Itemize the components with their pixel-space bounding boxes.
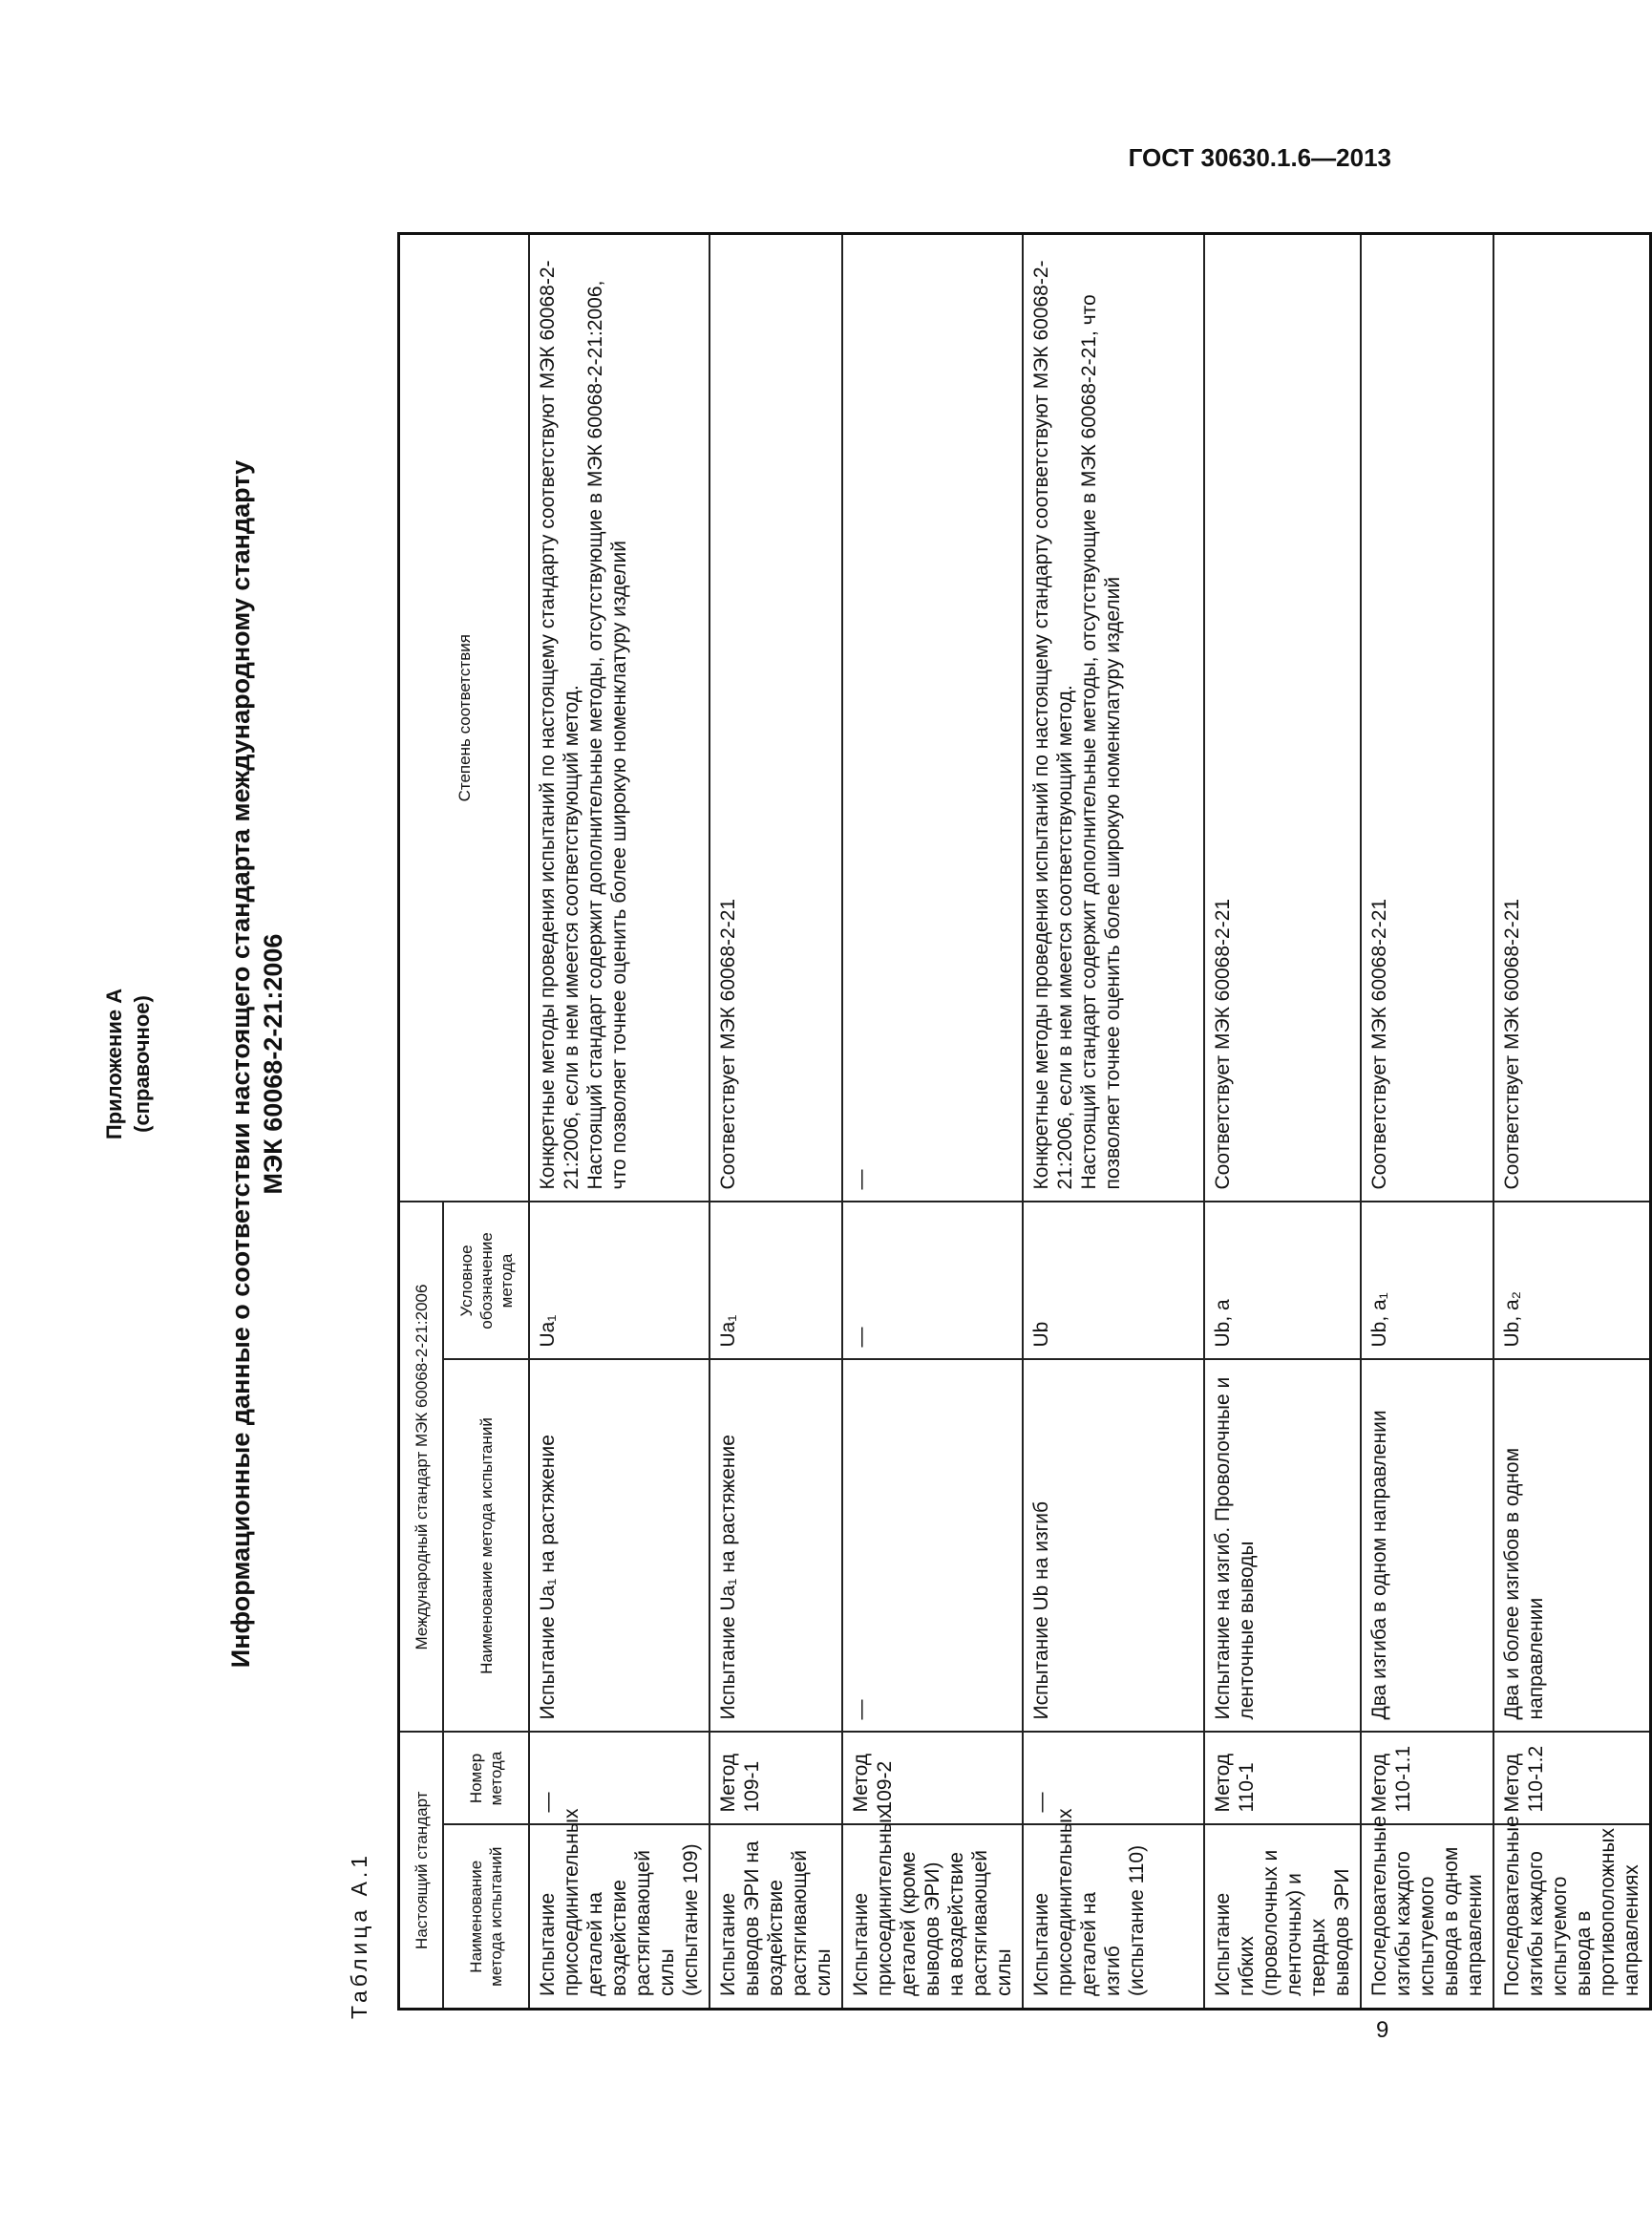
header-this-standard: Настоящий стандарт bbox=[399, 1733, 444, 2010]
header-intl-method-name: Наименование метода испытаний bbox=[443, 1360, 529, 1733]
cell-compliance bbox=[1361, 233, 1493, 1202]
table-title bbox=[224, 109, 289, 2019]
cell-compliance bbox=[529, 233, 710, 1202]
cell-method-name: Последовательные изгибы каждого испытуемого вывода в противоположных направлениях bbox=[1493, 1825, 1651, 2010]
compliance-text: Конкретные методы проведения испытаний по настоящему стандарту соответствуют МЭК 60068-2-21:2006, если в нем имеется соответствующий метод. bbox=[537, 260, 582, 1190]
table-row bbox=[1361, 233, 1493, 2009]
cell-compliance bbox=[1204, 233, 1361, 1202]
cell-method-number: — bbox=[1023, 1733, 1204, 1825]
cell-intl-method-name: — bbox=[842, 1360, 1023, 1733]
table-row bbox=[1493, 233, 1651, 2009]
cell-intl-method-name: Два изгиба в одном направлении bbox=[1361, 1360, 1493, 1733]
compliance-text: Соответствует МЭК 60068-2-21 bbox=[1501, 898, 1523, 1190]
table-row bbox=[1204, 233, 1361, 2009]
cell-designation: Ua₁ bbox=[529, 1202, 710, 1359]
appendix-heading bbox=[100, 109, 156, 2019]
cell-intl-method-name: Испытание Ub на изгиб bbox=[1023, 1360, 1204, 1733]
appendix-subtitle: (справочное) bbox=[130, 995, 154, 1133]
cell-method-name: Испытание присоединительных деталей (кроме выводов ЭРИ) на воздействие растягивающей силы bbox=[842, 1825, 1023, 2010]
table-row bbox=[1023, 233, 1204, 2009]
cell-method-name: Последовательные изгибы каждого испытуемого вывода в одном направлении bbox=[1361, 1825, 1493, 2010]
title-line-2: МЭК 60068-2-21:2006 bbox=[259, 933, 287, 1195]
cell-method-number: Метод 110-1 bbox=[1204, 1733, 1361, 1825]
compliance-text: Конкретные методы проведения испытаний по настоящему стандарту соответствуют МЭК 60068-2-21:2006, если в нем имеется соответствующий метод. bbox=[1030, 260, 1076, 1190]
compliance-table bbox=[397, 232, 1652, 2011]
appendix-title: Приложение А bbox=[102, 988, 126, 1140]
cell-method-number: Метод 110-1.1 bbox=[1361, 1733, 1493, 1825]
cell-method-number: — bbox=[529, 1733, 710, 1825]
compliance-text: Соответствует МЭК 60068-2-21 bbox=[1212, 898, 1234, 1190]
header-compliance: Степень соответствия bbox=[399, 233, 530, 1202]
cell-designation: Ub bbox=[1023, 1202, 1204, 1359]
cell-method-name: Испытание гибких (проволочных и ленточных) и твердых выводов ЭРИ bbox=[1204, 1825, 1361, 2010]
cell-method-name: Испытание присоединительных деталей на воздействие растягивающей силы (испытание 109) bbox=[529, 1825, 710, 2010]
cell-method-name: Испытание присоединительных деталей на изгиб (испытание 110) bbox=[1023, 1825, 1204, 2010]
cell-designation: Ub, a bbox=[1204, 1202, 1361, 1359]
header-intl-designation: Условное обозначение метода bbox=[443, 1202, 529, 1359]
cell-compliance bbox=[842, 233, 1023, 1202]
cell-intl-method-name: Испытание Ua₁ на растяжение bbox=[710, 1360, 842, 1733]
compliance-extra-text: Настоящий стандарт содержит дополнительные методы, отсутствующие в МЭК 60068-2-21, что позволяет точнее оценить более широкую номенклатуру изделий bbox=[1078, 294, 1124, 1190]
cell-method-number: Метод 109-2 bbox=[842, 1733, 1023, 1825]
cell-intl-method-name: Два и более изгибов в одном направлении bbox=[1493, 1360, 1651, 1733]
header-method-number: Номер метода bbox=[443, 1733, 529, 1825]
title-line-1: Информационные данные о соответствии настоящего стандарта международному стандарту bbox=[226, 459, 255, 1669]
compliance-extra-text: Настоящий стандарт содержит дополнительные методы, отсутствующие в МЭК 60068-2-21:2006, что позволяет точнее оценить более широкую номенклатуру изделий bbox=[584, 280, 630, 1190]
cell-compliance bbox=[1023, 233, 1204, 1202]
rotated-page-content bbox=[100, 109, 1642, 2019]
table-header-row-1 bbox=[399, 233, 444, 2009]
cell-intl-method-name: Испытание Ua₁ на растяжение bbox=[529, 1360, 710, 1733]
cell-compliance bbox=[1493, 233, 1651, 1202]
compliance-text: — bbox=[850, 1169, 872, 1190]
header-intl-standard: Международный стандарт МЭК 60068-2-21:2006 bbox=[399, 1202, 444, 1732]
cell-compliance bbox=[710, 233, 842, 1202]
table-caption: Таблица А.1 bbox=[347, 1851, 371, 2019]
cell-method-name: Испытание выводов ЭРИ на воздействие растягивающей силы bbox=[710, 1825, 842, 2010]
page-number: 9 bbox=[1376, 2017, 1389, 2043]
cell-method-number: Метод 109-1 bbox=[710, 1733, 842, 1825]
cell-designation: — bbox=[842, 1202, 1023, 1359]
table-row bbox=[710, 233, 842, 2009]
cell-designation: Ua₁ bbox=[710, 1202, 842, 1359]
cell-designation: Ub, a₂ bbox=[1493, 1202, 1651, 1359]
header-method-name: Наименование метода испытаний bbox=[443, 1825, 529, 2010]
compliance-text: Соответствует МЭК 60068-2-21 bbox=[717, 898, 739, 1190]
cell-method-number: Метод 110-1.2 bbox=[1493, 1733, 1651, 1825]
compliance-text: Соответствует МЭК 60068-2-21 bbox=[1368, 898, 1390, 1190]
table-row bbox=[529, 233, 710, 2009]
cell-intl-method-name: Испытание на изгиб. Проволочные и ленточные выводы bbox=[1204, 1360, 1361, 1733]
table-row bbox=[842, 233, 1023, 2009]
document-code: ГОСТ 30630.1.6—2013 bbox=[1128, 143, 1391, 172]
cell-designation: Ub, a₁ bbox=[1361, 1202, 1493, 1359]
